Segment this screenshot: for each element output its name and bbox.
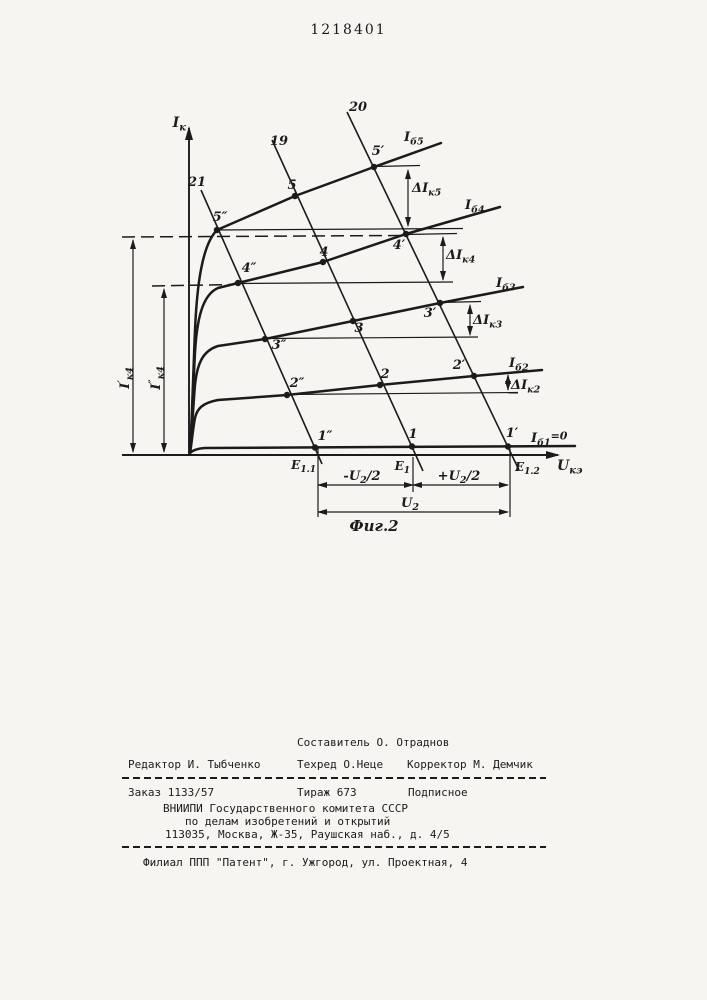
point-label-3: 3 bbox=[354, 321, 364, 336]
load-line-19-label: 19 bbox=[269, 134, 289, 149]
dim-label-u2: $U_2$ bbox=[401, 496, 419, 513]
x-axis-label: $U_{кэ}$ bbox=[557, 458, 583, 477]
figure-caption: Фиг.2 bbox=[349, 517, 399, 535]
point-label-2p: 2′ bbox=[452, 358, 466, 373]
curve-label-ib4: $I_{б4}$ bbox=[465, 198, 485, 216]
delta-ik4-label: $\Delta I_{к4}$ bbox=[446, 248, 476, 266]
curve-label-ib3: $I_{б3}$ bbox=[496, 276, 516, 294]
colophon-techred: Техред О.Неце bbox=[297, 758, 384, 771]
point-label-3p: 3′ bbox=[423, 306, 437, 321]
colophon-subscription: Подписное bbox=[408, 786, 468, 799]
tick-e1: $Е_1$ bbox=[394, 459, 410, 476]
dim-label-neg-u2: $-U_2/2$ bbox=[343, 469, 381, 486]
delta-ik3-label: $\Delta I_{к3}$ bbox=[473, 313, 503, 331]
colophon-compiler: Составитель О. Отраднов bbox=[297, 736, 450, 749]
load-line-21-label: 21 bbox=[187, 175, 207, 190]
colophon-branch: Филиал ППП "Патент", г. Ужгород, ул. Проектная, 4 bbox=[143, 856, 468, 869]
curve-label-ib2: $I_{б2}$ bbox=[509, 356, 529, 374]
point-label-5: 5 bbox=[287, 178, 297, 193]
point-label-4p: 4′ bbox=[392, 238, 406, 253]
delta-ik5-label: $\Delta I_{к5}$ bbox=[412, 181, 442, 199]
y-axis-label: $I_к$ bbox=[172, 115, 186, 134]
point-label-5pp: 5″ bbox=[212, 210, 228, 225]
tick-e12: $Е_{1.2}$ bbox=[515, 460, 540, 477]
colophon-corrector: Корректор М. Демчик bbox=[407, 758, 533, 771]
patent-number: 1218401 bbox=[310, 22, 387, 38]
point-label-1p: 1′ bbox=[505, 426, 519, 441]
ik4-prime-label: $I'_{к4}$ bbox=[117, 367, 136, 389]
point-label-1: 1 bbox=[408, 427, 418, 442]
ik4-dprime-label: $I''_{к4}$ bbox=[148, 366, 167, 390]
colophon-org-line2: по делам изобретений и открытий bbox=[185, 815, 391, 828]
point-label-4pp: 4″ bbox=[241, 261, 257, 276]
curve-label-ib5: $I_{б5}$ bbox=[404, 130, 424, 148]
tick-e11: $Е_{1.1}$ bbox=[291, 458, 316, 475]
colophon-org-line1: ВНИИПИ Государственного комитета СССР bbox=[163, 802, 409, 815]
point-label-2: 2 bbox=[380, 367, 390, 382]
point-label-4: 4 bbox=[319, 245, 329, 260]
colophon-editor: Редактор И. Тыбченко bbox=[128, 758, 261, 771]
point-label-1pp: 1″ bbox=[317, 429, 333, 444]
curve-label-ib1: $I_{б1}^{=0}$ bbox=[531, 429, 568, 449]
point-label-2pp: 2″ bbox=[289, 376, 305, 391]
dashed-rule-top bbox=[122, 777, 546, 779]
point-label-3pp: 3″ bbox=[271, 338, 287, 353]
load-line-20-label: 20 bbox=[348, 100, 368, 115]
dim-label-pos-u2: $+U_2/2$ bbox=[437, 469, 481, 486]
colophon-org-line3: 113035, Москва, Ж-35, Раушская наб., д. 4/5 bbox=[165, 828, 450, 841]
dashed-rule-bottom bbox=[122, 846, 546, 848]
point-label-5p: 5′ bbox=[371, 144, 385, 159]
colophon-edition: Тираж 673 bbox=[297, 786, 357, 799]
colophon-order: Заказ 1133/57 bbox=[128, 786, 215, 799]
delta-ik2-label: $\Delta I_{к2}$ bbox=[511, 378, 541, 396]
